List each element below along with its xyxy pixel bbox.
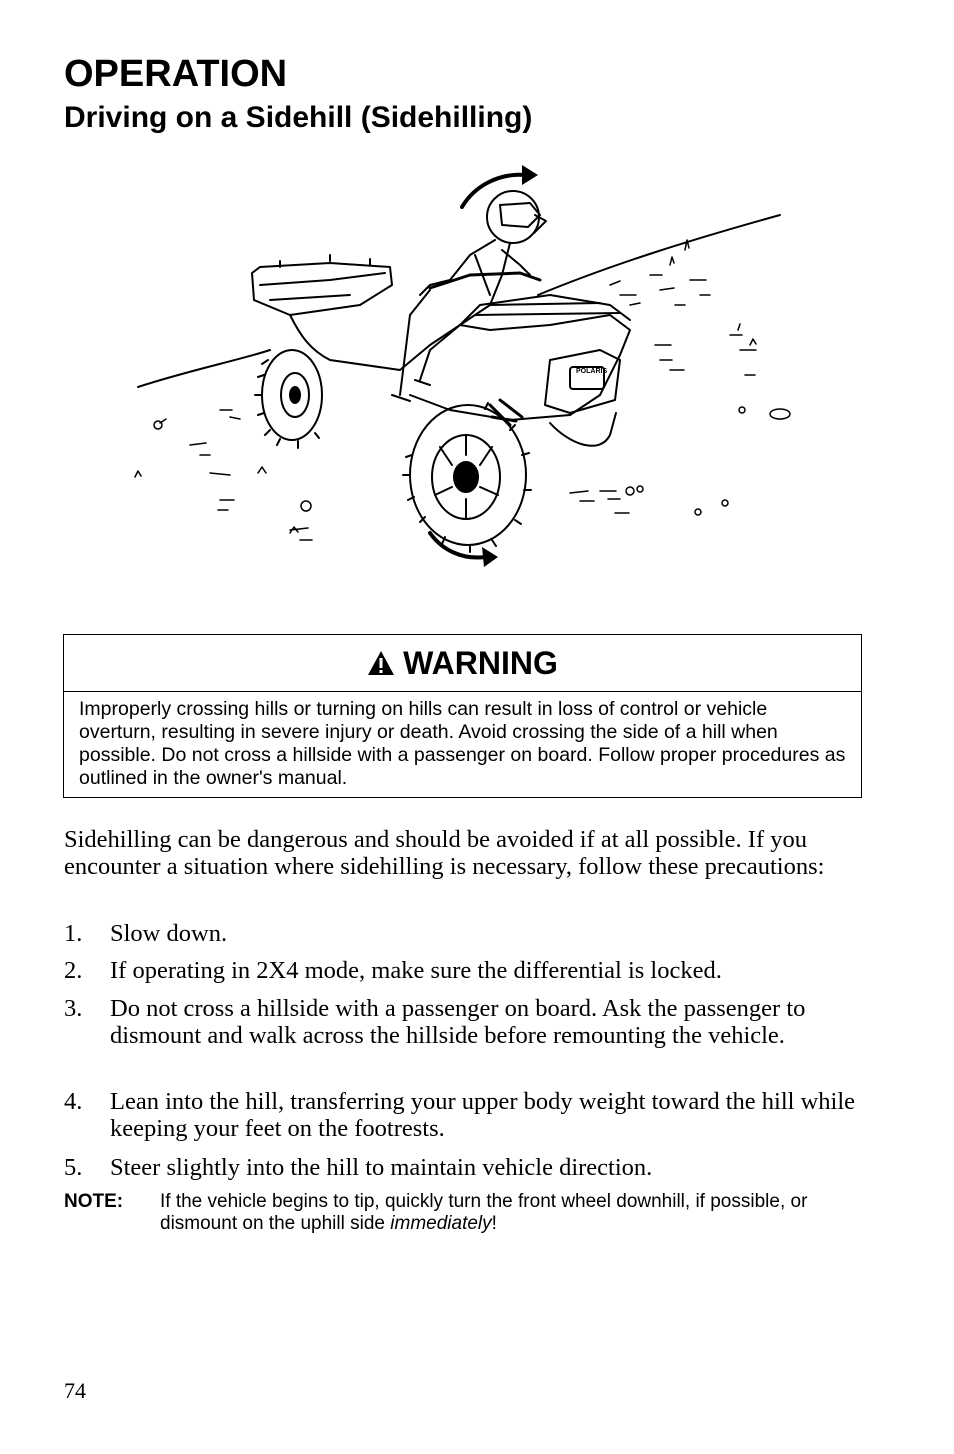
section-heading: OPERATION <box>64 53 288 95</box>
rider-legs <box>400 290 460 395</box>
note-emphasis: immediately <box>390 1213 492 1234</box>
list-item-text: Do not cross a hillside with a passenger on board. Ask the passenger to dismount and walk across the hillside before remounting the vehicle. <box>110 995 806 1049</box>
sidehill-atv-illustration <box>130 155 800 575</box>
warning-box <box>63 634 862 798</box>
list-item-text: Slow down. <box>110 920 228 947</box>
note-label: NOTE: <box>64 1191 124 1212</box>
lower-rotation-arrow <box>430 533 486 558</box>
atv-rear-rack <box>252 263 392 315</box>
hill-line <box>138 350 270 387</box>
atv-front-fascia <box>545 350 620 413</box>
rider <box>392 191 546 401</box>
warning-text: Improperly crossing hills or turning on hills can result in loss of control or vehicle overturn, resulting in severe injury or death. Avoid crossing the side of a hill when possible. Do not cross a hillside with a passenger on board. Follow proper procedures as outlined in the owner's manual. <box>79 698 846 789</box>
list-item-number: 3. <box>64 995 83 1022</box>
list-item <box>64 995 864 1049</box>
atv-front-rack <box>460 295 630 325</box>
warning-triangle-icon <box>367 650 395 676</box>
ground-texture <box>135 240 790 540</box>
list-item-number: 5. <box>64 1154 83 1181</box>
list-item-text: Steer slightly into the hill to maintain vehicle direction. <box>110 1154 653 1181</box>
page-number: 74 <box>64 1378 86 1403</box>
page-title: Driving on a Sidehill (Sidehilling) <box>64 101 533 134</box>
list-item <box>64 1088 864 1142</box>
intro-paragraph: Sidehilling can be dangerous and should be avoided if at all possible. If you encounter a situation where sidehilling is necessary, follow these precautions: <box>64 826 825 880</box>
list-item-number: 4. <box>64 1088 83 1115</box>
rider-arm <box>502 250 530 275</box>
list-item-text: If operating in 2X4 mode, make sure the differential is locked. <box>110 957 722 984</box>
list-item <box>64 920 864 947</box>
list-item-text: Lean into the hill, transferring your upper body weight toward the hill while keeping your feet on the footrests. <box>110 1088 856 1142</box>
warning-header <box>64 635 861 692</box>
atv-brand-label: POLARIS <box>576 368 608 375</box>
list-item <box>64 1154 864 1181</box>
list-item-number: 1. <box>64 920 83 947</box>
hill-line-upper <box>538 215 780 295</box>
warning-title: WARNING <box>403 644 558 681</box>
note-text-end: ! <box>491 1213 497 1234</box>
atv-rear-wheel <box>255 350 322 448</box>
list-item-number: 2. <box>64 957 83 984</box>
atv-front-wheel <box>403 403 531 552</box>
note-text: If the vehicle begins to tip, quickly turn the front wheel downhill, if possible, or dismount on the uphill side <box>160 1191 808 1234</box>
list-item <box>64 957 864 984</box>
note <box>64 1191 864 1235</box>
